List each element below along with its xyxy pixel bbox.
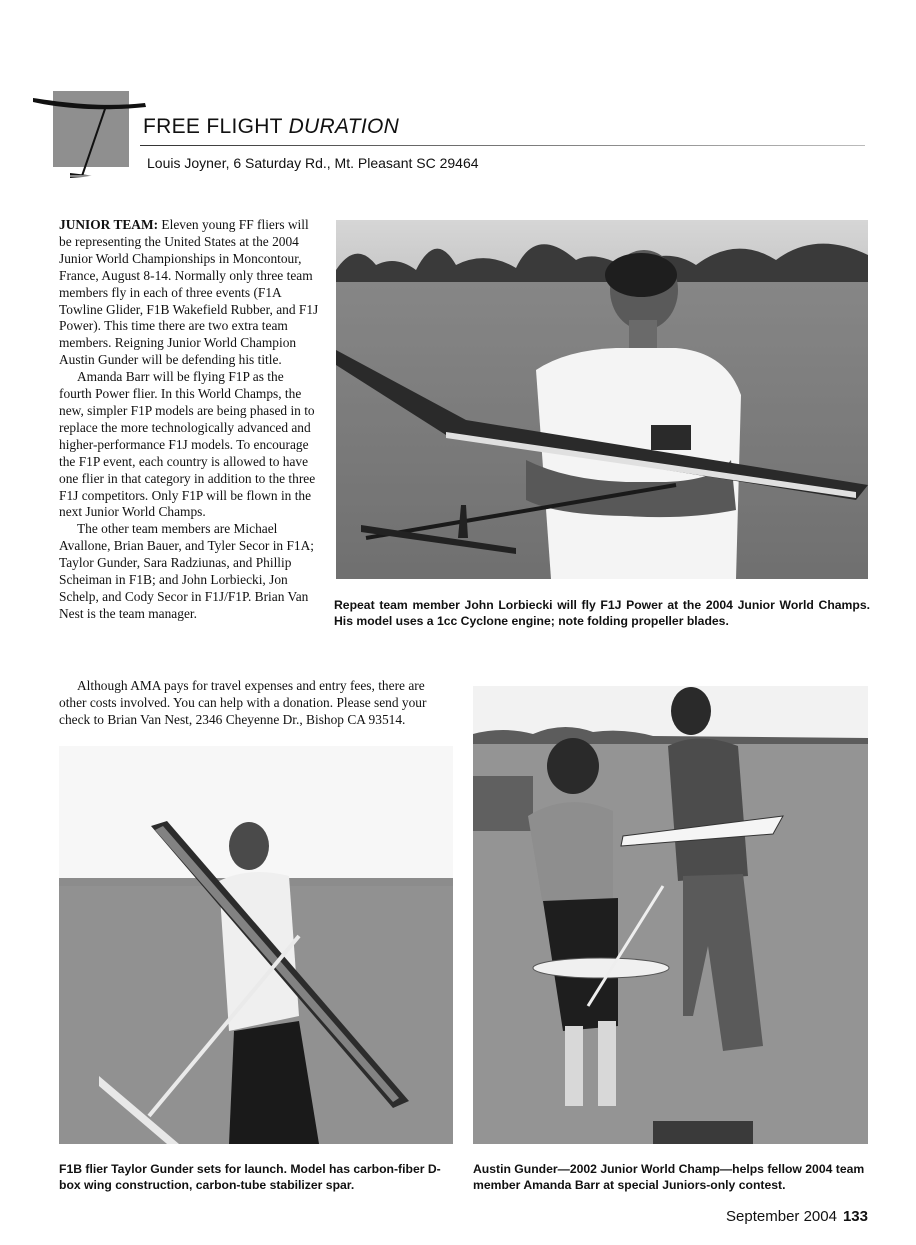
glider-logo-icon (30, 88, 150, 183)
caption-bottom-left: F1B flier Taylor Gunder sets for launch. Model has carbon-fiber D-box wing construction, carbon-tube stabilizer spar. (59, 1162, 441, 1192)
caption-bottom-right: Austin Gunder—2002 Junior World Champ—helps fellow 2004 team member Amanda Barr at special Juniors-only contest. (473, 1162, 865, 1192)
paragraph-lead-in: JUNIOR TEAM: (59, 217, 159, 232)
paragraph-1-text: Eleven young FF fliers will be representing the United States at the 2004 Junior World Championships in Moncontour, France, August 8-14. Normally only three team members fly in each of three events (F1A Towline Glider, F1B Wakefield Rubber, and F1J Power). This time there are two extra team members. Reigning Junior World Champion Austin Gunder will be defending his title. (59, 217, 319, 368)
issue-date: September 2004 (726, 1208, 837, 1225)
photo-taylor-gunder-f1b (59, 746, 453, 1144)
article-column-lower (59, 678, 443, 729)
paragraph-4: Although AMA pays for travel expenses and entry fees, there are other costs involved. You can help with a donation. Please send your check to Brian Van Nest, 2346 Cheyenne Dr., Bishop CA 93514. (59, 678, 427, 727)
photo-lorbiecki-f1j (336, 220, 868, 579)
page-folio (726, 1208, 868, 1225)
section-title: FREE FLIGHT DURATION (143, 115, 400, 138)
author-line: Louis Joyner, 6 Saturday Rd., Mt. Pleasant SC 29464 (147, 155, 479, 171)
title-rule (140, 145, 865, 146)
caption-top: Repeat team member John Lorbiecki will fly F1J Power at the 2004 Junior World Champs. His model uses a 1cc Cyclone engine; note folding propeller blades. (334, 598, 870, 628)
photo-gunder-and-barr (473, 686, 868, 1144)
page-number: 133 (842, 1208, 868, 1225)
article-column-upper (59, 217, 319, 623)
paragraph-2: Amanda Barr will be flying F1P as the fourth Power flier. In this World Champs, the new, simpler F1P models are being phased in to replace the more technologically advanced and higher-performance F1J models. To encourage the F1P event, each country is allowed to have one flier in that category in addition to the three F1J competitors. Only F1P will be flown in the next Junior World Champs. (59, 369, 316, 520)
paragraph-3: The other team members are Michael Avallone, Brian Bauer, and Tyler Secor in F1A; Taylor Gunder, Sara Radziunas, and Phillip Scheiman in F1B; and John Lorbiecki, Jon Schelp, and Cody Secor in F1J/F1P. Brian Van Nest is the team manager. (59, 521, 314, 621)
paragraph-1 (59, 217, 319, 369)
